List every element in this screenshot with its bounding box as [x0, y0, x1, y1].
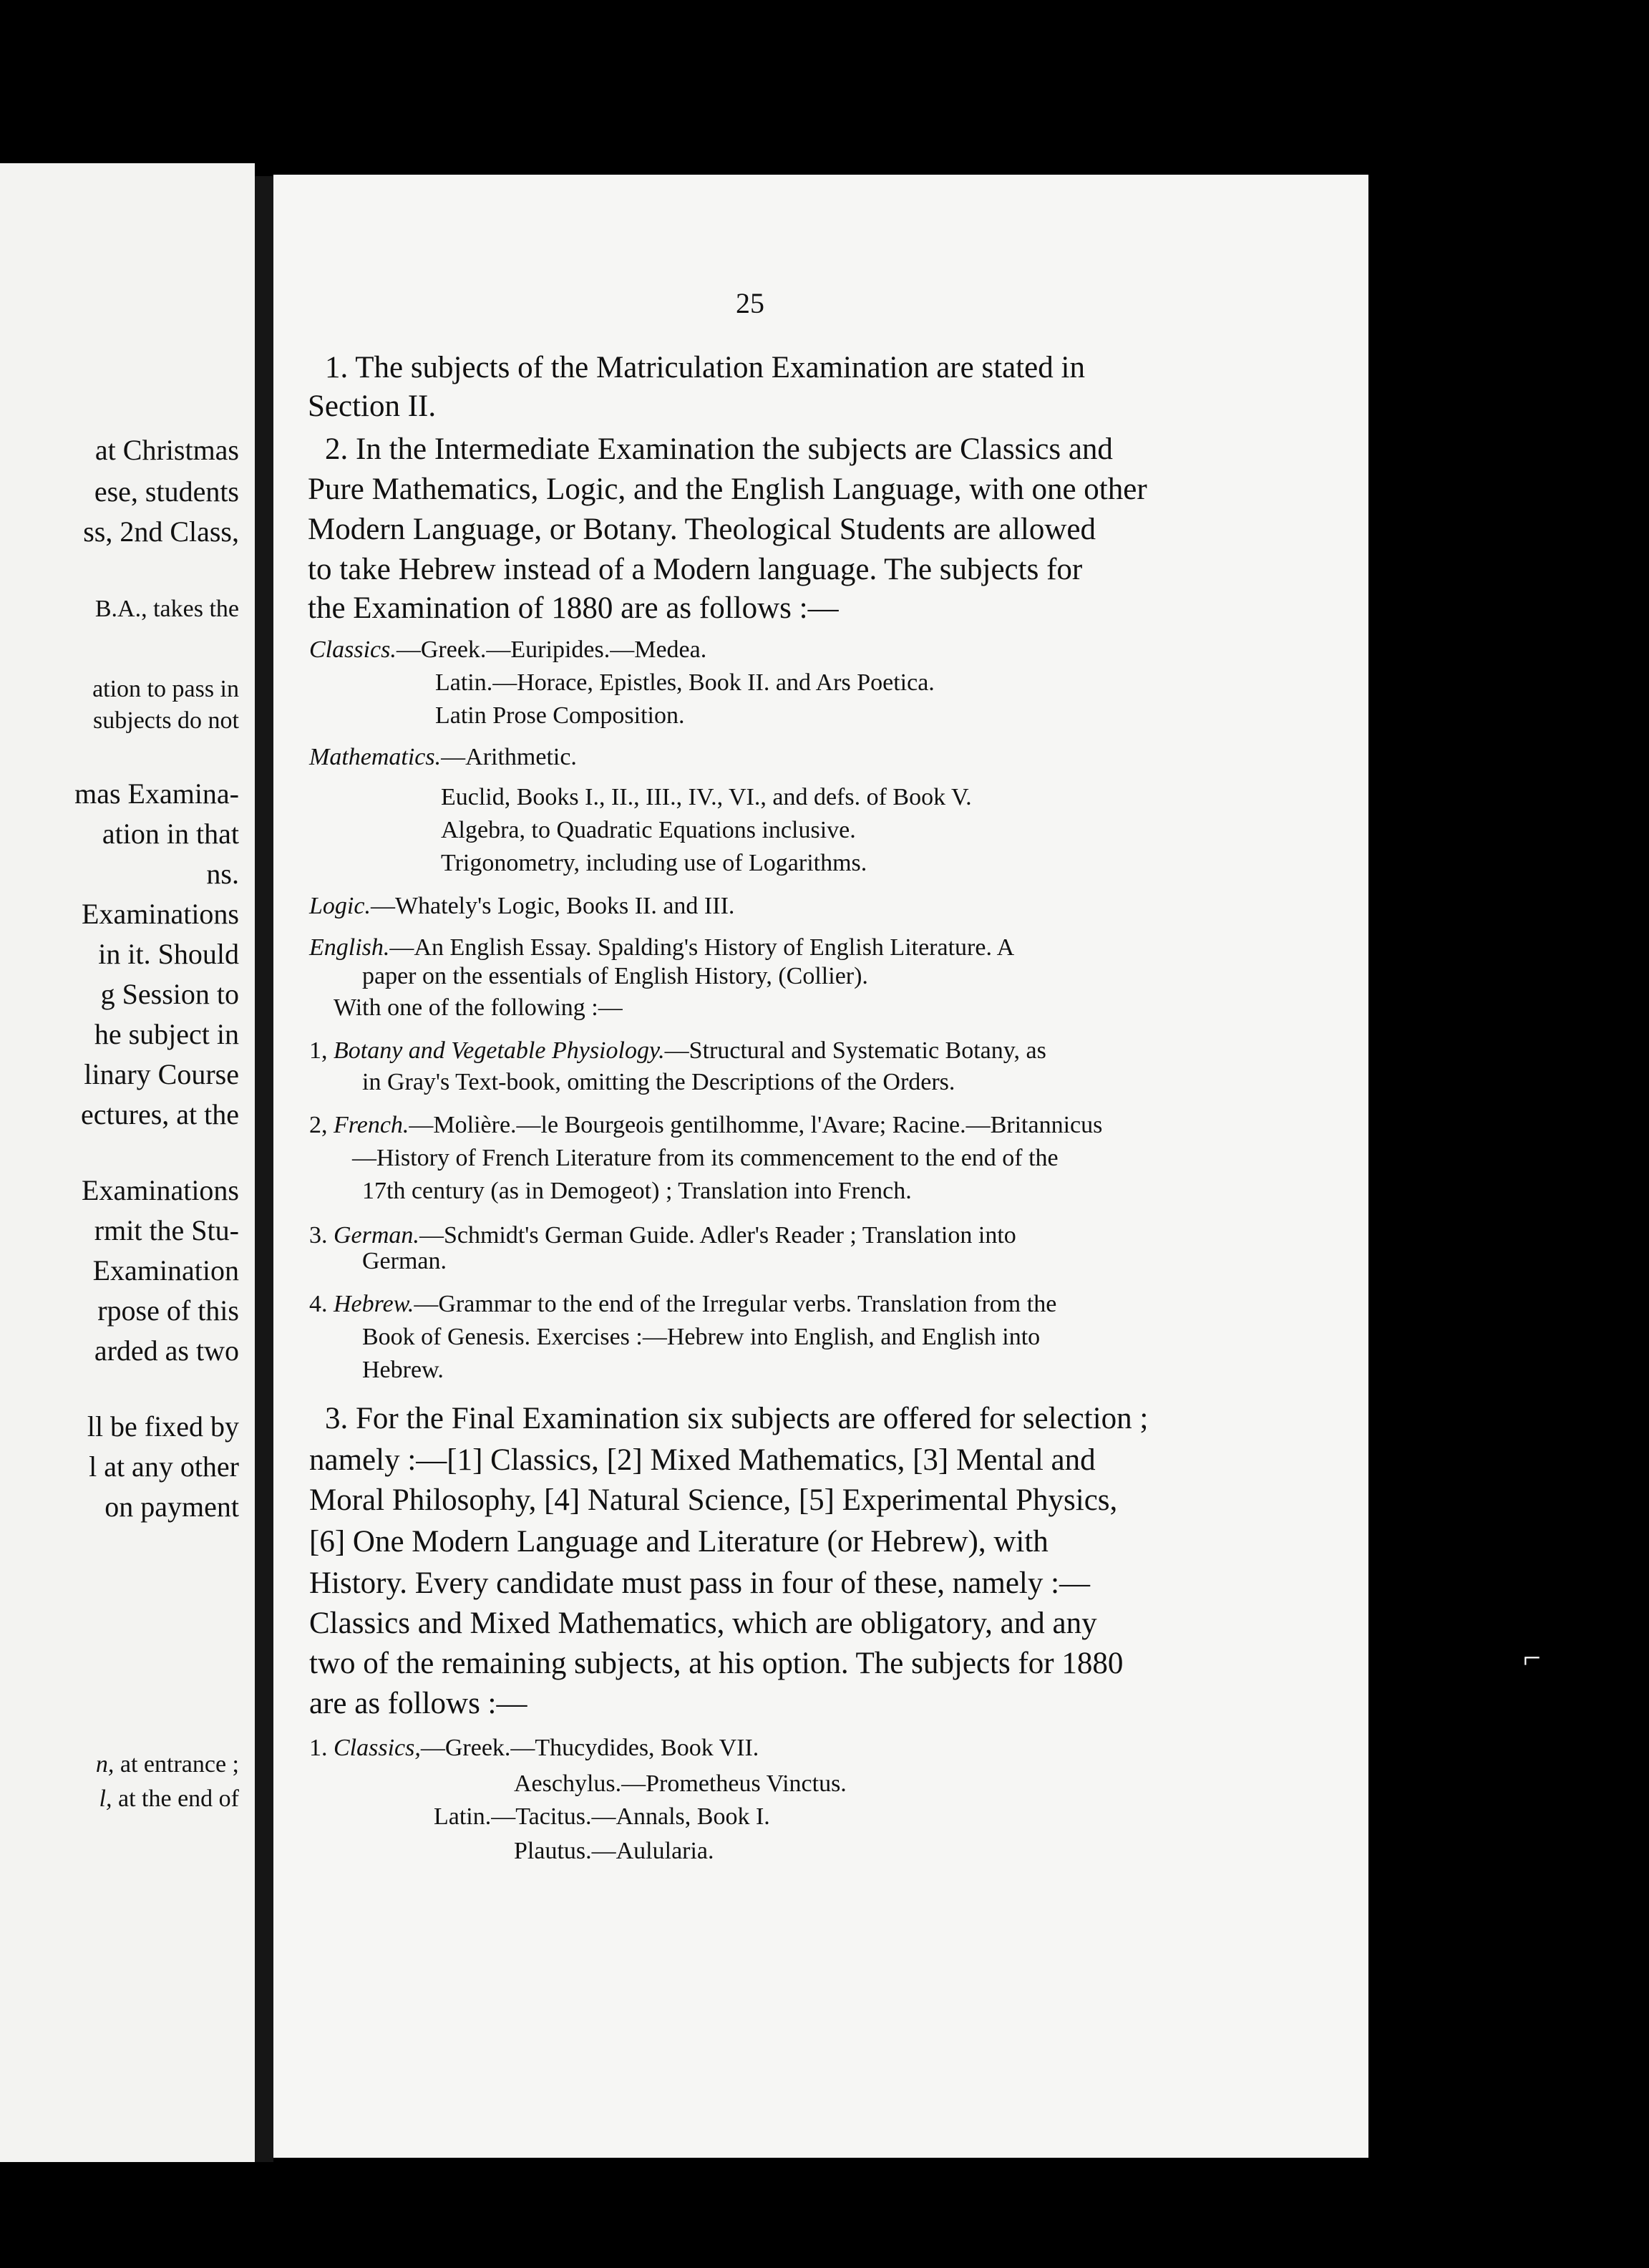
logic-label: Logic.: [309, 893, 371, 919]
option-label: German.: [334, 1222, 419, 1249]
left-line: linary Course: [84, 1058, 239, 1090]
option-number: 2,: [309, 1112, 328, 1138]
option-text: —Schmidt's German Guide. Adler's Reader ; Translation into: [419, 1222, 1016, 1249]
left-line: mas Examina-: [74, 777, 239, 810]
option-line: Hebrew.: [362, 1357, 444, 1383]
final-line: Aeschylus.—Prometheus Vinctus.: [514, 1770, 847, 1797]
left-line: Examinations: [82, 898, 239, 930]
option-number: 4.: [309, 1291, 328, 1317]
para3-line: namely :—[1] Classics, [2] Mixed Mathematics, [3] Mental and: [309, 1443, 1096, 1477]
option-4: [309, 1289, 1056, 1320]
left-line: ll be fixed by: [87, 1410, 239, 1443]
math-line: Trigonometry, including use of Logarithms.: [441, 850, 867, 876]
math-line: Euclid, Books I., II., III., IV., VI., and defs. of Book V.: [441, 784, 972, 810]
left-line: ns.: [206, 858, 239, 890]
left-footnote-italic: n,: [95, 1751, 115, 1778]
option-number: 3.: [309, 1222, 328, 1249]
para2-line: to take Hebrew instead of a Modern language. The subjects for: [308, 553, 1083, 586]
left-line: B.A., takes the: [94, 596, 239, 622]
english-heading: [309, 932, 1014, 964]
left-line: Examinations: [82, 1174, 239, 1206]
classics-heading: [309, 634, 706, 666]
option-label: Botany and Vegetable Physiology.: [334, 1037, 665, 1064]
left-line: l at any other: [89, 1450, 239, 1483]
left-line: ation in that: [102, 818, 239, 850]
final-classics-heading: [309, 1732, 759, 1764]
left-footnote-text: at entrance ;: [114, 1751, 239, 1778]
classics-text: —Greek.—Euripides.—Medea.: [396, 636, 707, 663]
left-footnote-italic: l,: [99, 1785, 112, 1812]
left-line: on payment: [104, 1491, 239, 1523]
math-label: Mathematics.: [309, 744, 442, 770]
final-number: 1.: [309, 1735, 328, 1761]
para3-line: two of the remaining subjects, at his option. The subjects for 1880: [309, 1647, 1124, 1680]
math-line: Algebra, to Quadratic Equations inclusive.: [441, 817, 856, 843]
para3-line: [6] One Modern Language and Literature (or Hebrew), with: [309, 1525, 1049, 1559]
left-line: at Christmas: [94, 434, 239, 466]
logic-heading: [309, 891, 734, 922]
left-footnote-text: at the end of: [112, 1785, 239, 1812]
math-heading: [309, 742, 577, 773]
left-line: subjects do not: [93, 707, 239, 734]
logic-text: —Whately's Logic, Books II. and III.: [370, 893, 735, 919]
para3-line: History. Every candidate must pass in four of these, namely :—: [309, 1566, 1091, 1600]
book-spine: [255, 176, 273, 2162]
classics-label: Classics.: [309, 636, 397, 663]
final-classics-text: —Greek.—Thucydides, Book VII.: [420, 1735, 759, 1761]
option-1: [309, 1035, 1046, 1067]
left-line: Examination: [92, 1254, 239, 1286]
final-classics-label: Classics,: [334, 1735, 421, 1761]
page-number: 25: [736, 287, 764, 319]
option-text: —Molière.—le Bourgeois gentilhomme, l'Avare; Racine.—Britannicus: [409, 1112, 1103, 1138]
para2-line: Pure Mathematics, Logic, and the English Language, with one other: [308, 472, 1147, 506]
english-line: paper on the essentials of English History, (Collier).: [362, 963, 868, 989]
para2-line: 2. In the Intermediate Examination the subjects are Classics and: [325, 432, 1113, 466]
option-text: —Structural and Systematic Botany, as: [664, 1037, 1046, 1064]
para3-line: 3. For the Final Examination six subjects are offered for selection ;: [325, 1402, 1149, 1435]
option-line: 17th century (as in Demogeot) ; Translation into French.: [362, 1178, 912, 1204]
english-label: English.: [309, 934, 390, 961]
left-page: [0, 163, 255, 2162]
left-line: he subject in: [94, 1018, 239, 1050]
para3-line: Classics and Mixed Mathematics, which are obligatory, and any: [309, 1606, 1097, 1640]
option-line: German.: [362, 1248, 447, 1274]
left-line: g Session to: [100, 978, 239, 1010]
left-footnote: [99, 1783, 239, 1816]
english-text: —An English Essay. Spalding's History of English Literature. A: [389, 934, 1015, 961]
math-text: —Arithmetic.: [441, 744, 577, 770]
option-line: —History of French Literature from its commencement to the end of the: [352, 1145, 1059, 1171]
para1-line: Section II.: [308, 389, 437, 423]
option-line: Book of Genesis. Exercises :—Hebrew into English, and English into: [362, 1324, 1041, 1350]
left-line: ectures, at the: [81, 1098, 239, 1130]
para3-line: are as follows :—: [309, 1687, 527, 1720]
option-2: [309, 1110, 1102, 1141]
classics-line: Latin.—Horace, Epistles, Book II. and Ars Poetica.: [435, 669, 935, 696]
option-number: 1,: [309, 1037, 328, 1064]
left-line: rmit the Stu-: [94, 1214, 239, 1246]
left-line: ss, 2nd Class,: [83, 515, 239, 548]
option-label: French.: [334, 1112, 409, 1138]
para3-line: Moral Philosophy, [4] Natural Science, [5] Experimental Physics,: [309, 1483, 1118, 1517]
left-line: rpose of this: [97, 1294, 239, 1327]
classics-line: Latin Prose Composition.: [435, 702, 685, 729]
para2-line: Modern Language, or Botany. Theological Students are allowed: [308, 513, 1096, 546]
left-line: arded as two: [94, 1334, 239, 1367]
option-label: Hebrew.: [334, 1291, 414, 1317]
final-line: Latin.—Tacitus.—Annals, Book I.: [434, 1803, 770, 1830]
para2-line: the Examination of 1880 are as follows :—: [308, 591, 839, 625]
left-line: ese, students: [94, 475, 239, 508]
option-text: —Grammar to the end of the Irregular verbs. Translation from the: [414, 1291, 1057, 1317]
left-line: ation to pass in: [92, 676, 239, 702]
left-line: in it. Should: [98, 938, 239, 970]
with-one-line: With one of the following :—: [334, 994, 623, 1021]
option-line: in Gray's Text-book, omitting the Descriptions of the Orders.: [362, 1069, 955, 1095]
background-mark: ⌐: [1523, 1640, 1541, 1675]
left-footnote: [96, 1748, 239, 1781]
para1-line: 1. The subjects of the Matriculation Examination are stated in: [325, 351, 1085, 384]
final-line: Plautus.—Aulularia.: [514, 1838, 714, 1864]
